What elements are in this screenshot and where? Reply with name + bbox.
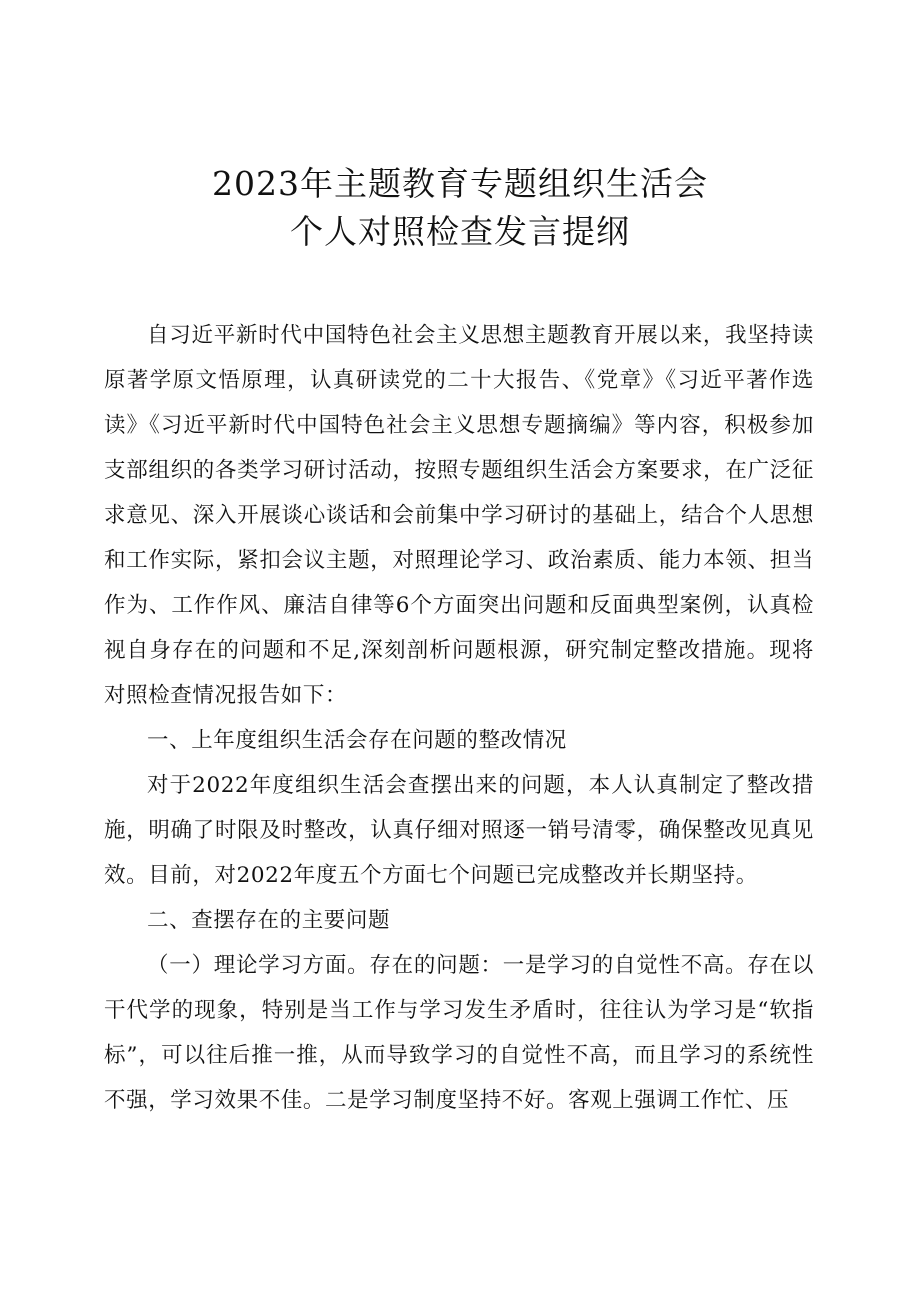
section-1-heading: 一、上年度组织生活会存在问题的整改情况 [147, 728, 567, 753]
document-body [104, 313, 814, 1123]
section-2-subsection-1-paragraph: （一）理论学习方面。存在的问题：一是学习的自觉性不高。存在以干代学的现象，特别是当工作与学习发生矛盾时，往往认为学习是“软指标”，可以往后推一推，从而导致学习的自觉性不高，而且学习的系统性不强，学习效果不佳。二是学习制度坚持不好。客观上强调工作忙、压 [104, 953, 814, 1113]
title-line-2: 个人对照检查发言提纲 [290, 212, 630, 251]
document-title [0, 160, 920, 256]
intro-paragraph: 自习近平新时代中国特色社会主义思想主题教育开展以来，我坚持读原著学原文悟原理，认真研读党的二十大报告、《党章》《习近平著作选读》《习近平新时代中国特色社会主义思想专题摘编》等内容，积极参加支部组织的各类学习研讨活动，按照专题组织生活会方案要求，在广泛征求意见、深入开展谈心谈话和会前集中学习研讨的基础上，结合个人思想和工作实际，紧扣会议主题，对照理论学习、政治素质、能力本领、担当作为、工作作风、廉洁自律等6个方面突出问题和反面典型案例，认真检视自身存在的问题和不足,深刻剖析问题根源，研究制定整改措施。现将对照检查情况报告如下： [104, 323, 814, 708]
section-2-heading: 二、查摆存在的主要问题 [147, 908, 391, 933]
section-1-paragraph: 对于2022年度组织生活会查摆出来的问题，本人认真制定了整改措施，明确了时限及时整改，认真仔细对照逐一销号清零，确保整改见真见效。目前，对2022年度五个方面七个问题已完成整改并长期坚持。 [104, 773, 814, 888]
title-line-1: 2023年主题教育专题组织生活会 [212, 164, 708, 203]
